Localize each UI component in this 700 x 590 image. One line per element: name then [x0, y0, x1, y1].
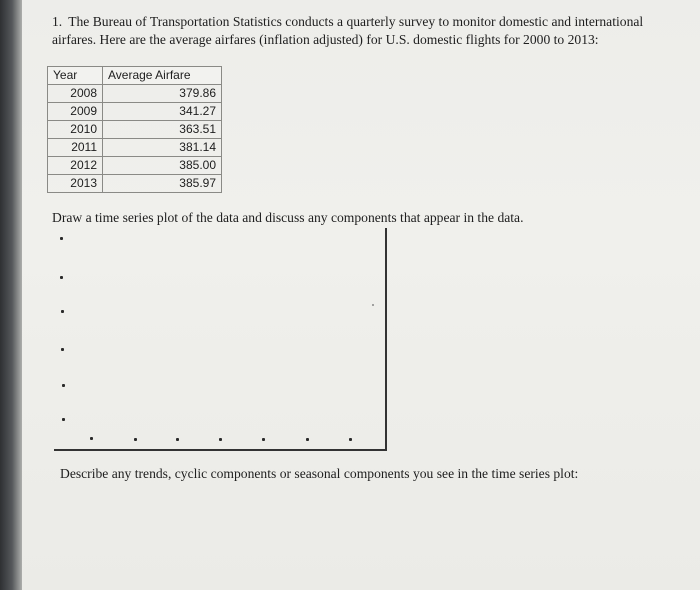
table-row [48, 85, 222, 103]
header-year: Year [48, 67, 103, 85]
y-axis-tick-dot [61, 310, 64, 313]
year-cell: 2011 [48, 139, 103, 157]
y-axis-tick-dot [60, 237, 63, 240]
table-row [48, 103, 222, 121]
x-axis-tick-dot [349, 438, 352, 441]
airfare-cell: 379.86 [103, 85, 222, 103]
paper-speck [372, 304, 374, 306]
x-axis-tick-dot [134, 438, 137, 441]
y-axis-tick-dot [62, 384, 65, 387]
question-text [52, 13, 682, 49]
plot-instruction [52, 210, 523, 226]
airfare-cell: 381.14 [103, 139, 222, 157]
airfare-cell: 385.00 [103, 157, 222, 175]
year-cell: 2012 [48, 157, 103, 175]
x-axis-tick-dot [306, 438, 309, 441]
airfare-cell: 341.27 [103, 103, 222, 121]
header-average-airfare: Average Airfare [103, 67, 222, 85]
year-cell: 2008 [48, 85, 103, 103]
table-row [48, 175, 222, 193]
describe-prompt-text: Describe any trends, cyclic components or seasonal components you see in the time series plot: [60, 466, 579, 481]
question-body: The Bureau of Transportation Statistics conducts a quarterly survey to monitor domestic and international airfares. Here are the average airfares (inflation adjusted) for U.S. domestic flights for 2000 to 2013: [52, 14, 644, 47]
x-axis-tick-dot [219, 438, 222, 441]
page-edge-shadow [0, 0, 24, 590]
blank-plot-area [54, 228, 387, 451]
year-cell: 2010 [48, 121, 103, 139]
table-header-row [48, 67, 222, 85]
y-axis-tick-dot [62, 418, 65, 421]
describe-prompt [60, 466, 578, 482]
airfare-cell: 385.97 [103, 175, 222, 193]
year-cell: 2009 [48, 103, 103, 121]
table-row [48, 139, 222, 157]
x-axis-tick-dot [176, 438, 179, 441]
plot-instruction-text: Draw a time series plot of the data and discuss any components that appear in the data. [52, 210, 524, 225]
airfare-cell: 363.51 [103, 121, 222, 139]
x-axis-tick-dot [262, 438, 265, 441]
y-axis-tick-dot [61, 348, 64, 351]
question-number: 1. [52, 14, 63, 29]
y-axis-tick-dot [60, 276, 63, 279]
airfare-table [47, 66, 222, 193]
year-cell: 2013 [48, 175, 103, 193]
table-row [48, 157, 222, 175]
x-axis-tick-dot [90, 437, 93, 440]
table-row [48, 121, 222, 139]
